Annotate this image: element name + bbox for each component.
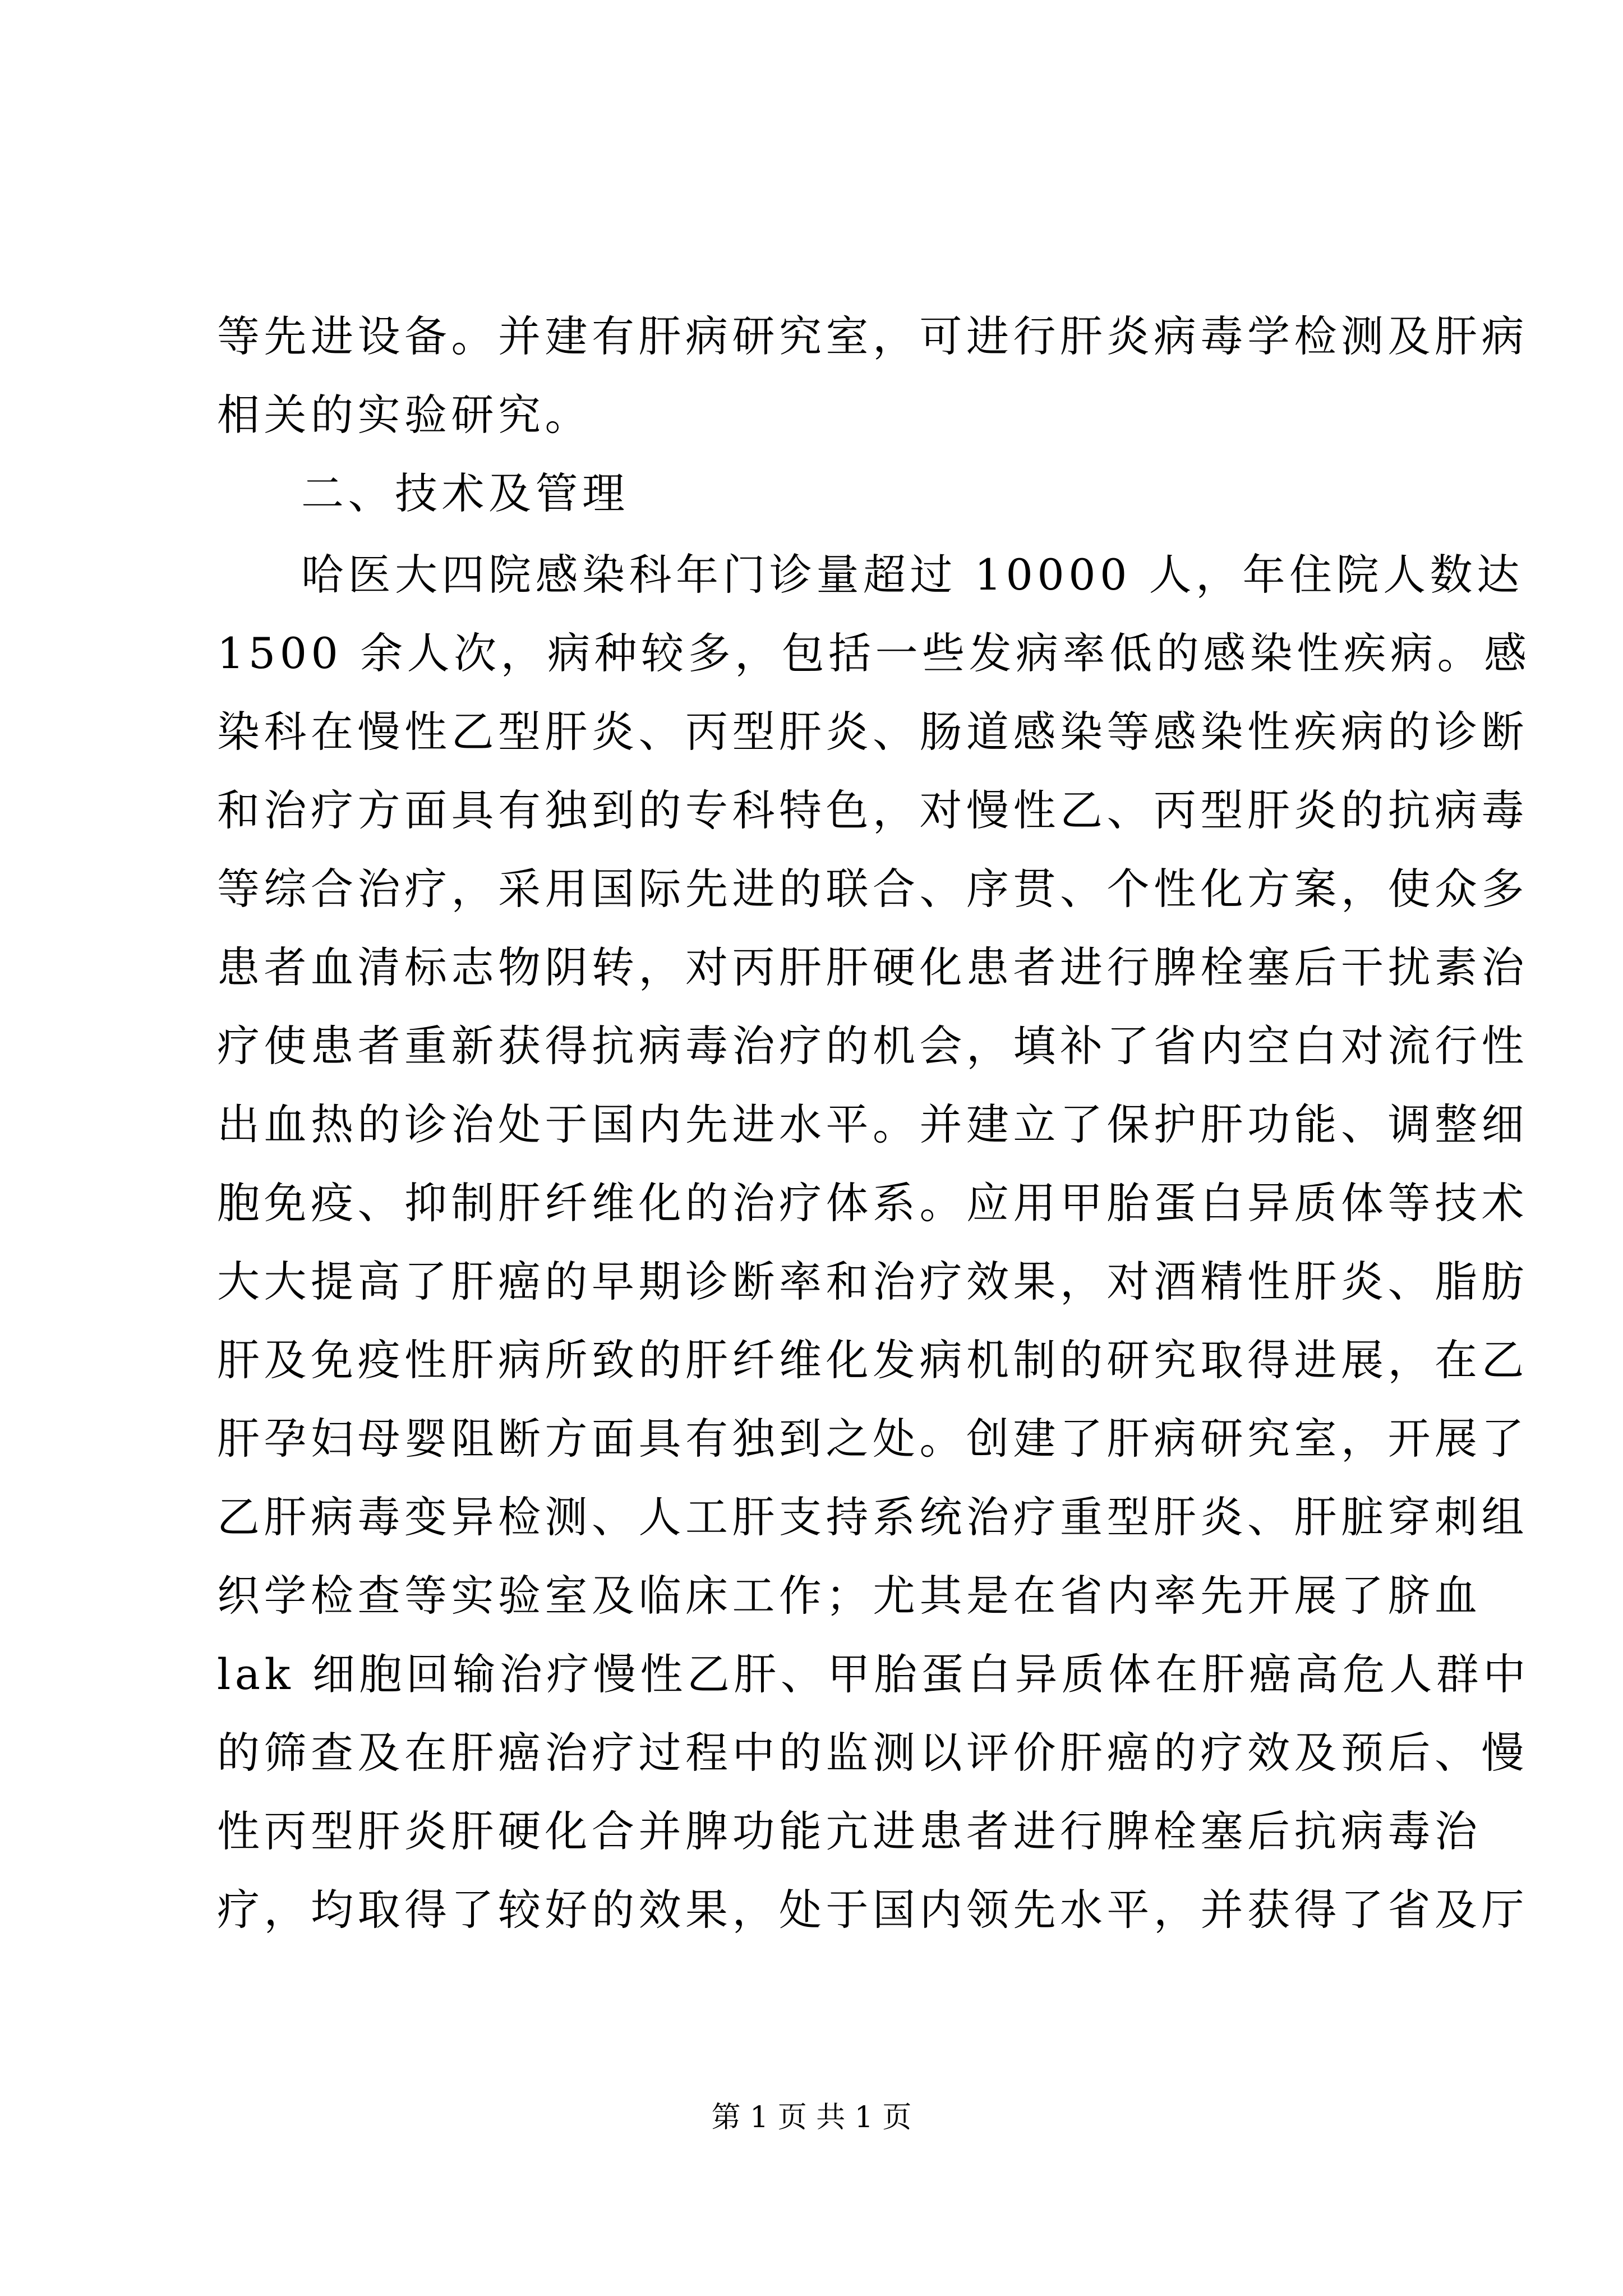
text-line: 和治疗方面具有独到的专科特色，对慢性乙、丙型肝炎的抗病毒 xyxy=(217,785,1528,835)
text-line: 染科在慢性乙型肝炎、丙型肝炎、肠道感染等感染性疾病的诊断 xyxy=(217,707,1528,757)
text-line: 患者血清标志物阴转，对丙肝肝硬化患者进行脾栓塞后干扰素治 xyxy=(217,942,1528,992)
text-line: 出血热的诊治处于国内先进水平。并建立了保护肝功能、调整细 xyxy=(217,1099,1528,1149)
text-line: 相关的实验研究。 xyxy=(217,390,592,440)
text-line: 胞免疫、抑制肝纤维化的治疗体系。应用甲胎蛋白异质体等技术 xyxy=(217,1178,1528,1228)
text-line: 性丙型肝炎肝硬化合并脾功能亢进患者进行脾栓塞后抗病毒治 xyxy=(217,1806,1482,1856)
text-line: 的筛查及在肝癌治疗过程中的监测以评价肝癌的疗效及预后、慢 xyxy=(217,1728,1528,1778)
text-line: 等综合治疗，采用国际先进的联合、序贯、个性化方案，使众多 xyxy=(217,864,1528,914)
text-line: 织学检查等实验室及临床工作；尤其是在省内率先开展了脐血 xyxy=(217,1571,1482,1621)
text-line: lak 细胞回输治疗慢性乙肝、甲胎蛋白异质体在肝癌高危人群中 xyxy=(217,1649,1530,1699)
section-heading: 二、技术及管理 xyxy=(301,468,629,518)
text-line: 哈医大四院感染科年门诊量超过 10000 人，年住院人数达 xyxy=(301,550,1524,600)
page-footer: 第 1 页 共 1 页 xyxy=(711,2101,912,2134)
text-line: 大大提高了肝癌的早期诊断率和治疗效果，对酒精性肝炎、脂肪 xyxy=(217,1257,1528,1306)
text-line: 疗使患者重新获得抗病毒治疗的机会，填补了省内空白对流行性 xyxy=(217,1021,1528,1071)
text-line: 疗，均取得了较好的效果，处于国内领先水平，并获得了省及厅 xyxy=(217,1885,1528,1935)
text-line: 肝孕妇母婴阻断方面具有独到之处。创建了肝病研究室，开展了 xyxy=(217,1414,1528,1464)
text-line: 乙肝病毒变异检测、人工肝支持系统治疗重型肝炎、肝脏穿刺组 xyxy=(217,1492,1528,1542)
text-line: 1500 余人次，病种较多，包括一些发病率低的感染性疾病。感 xyxy=(217,628,1531,678)
text-line: 肝及免疫性肝病所致的肝纤维化发病机制的研究取得进展，在乙 xyxy=(217,1335,1528,1385)
text-line: 等先进设备。并建有肝病研究室，可进行肝炎病毒学检测及肝病 xyxy=(217,311,1528,361)
